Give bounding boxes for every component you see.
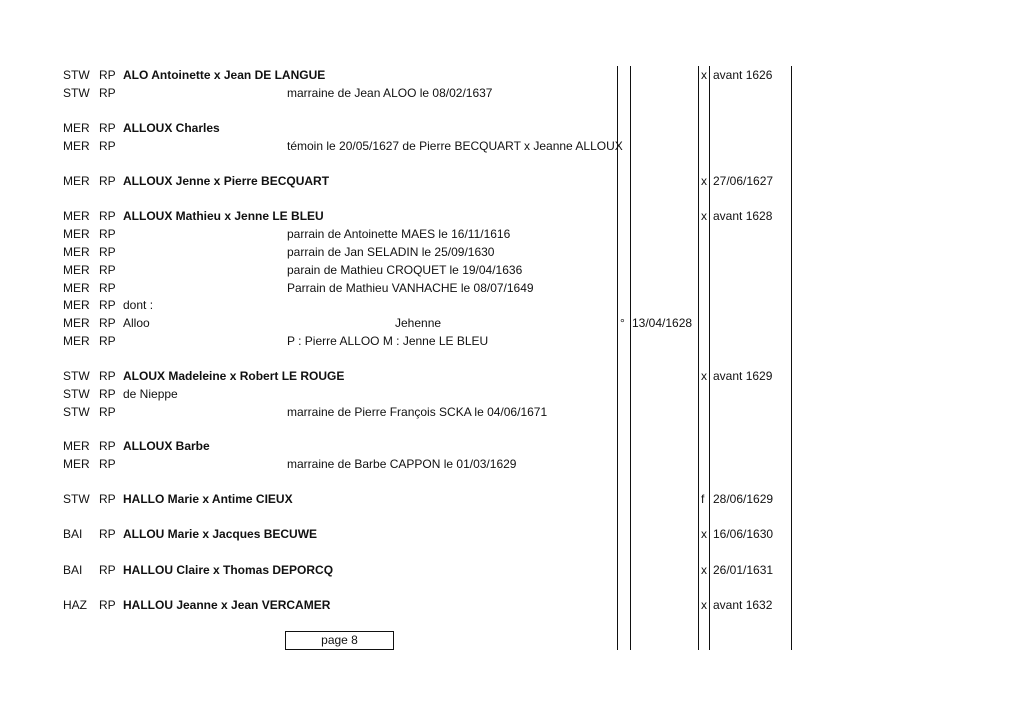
event-detail: marraine de Barbe CAPPON le 01/03/1629 — [287, 457, 517, 471]
event-detail: parrain de Antoinette MAES le 16/11/1616 — [287, 227, 511, 241]
person-name: ALLOUX Jenne x Pierre BECQUART — [123, 174, 330, 188]
table-row — [0, 455, 1024, 473]
parish-code: STW — [63, 86, 90, 100]
event-mark: x — [701, 527, 707, 541]
event-mark: x — [701, 563, 707, 577]
person-name: ALLOUX Mathieu x Jenne LE BLEU — [123, 209, 324, 223]
table-row — [0, 367, 1024, 385]
note-text: de Nieppe — [123, 387, 178, 401]
register-code: RP — [99, 174, 116, 188]
person-name: ALO Antoinette x Jean DE LANGUE — [123, 68, 326, 82]
register-code: RP — [99, 387, 116, 401]
parish-code: BAI — [63, 527, 83, 541]
register-code: RP — [99, 316, 116, 330]
parish-code: MER — [63, 439, 90, 453]
event-date: 26/01/1631 — [713, 563, 774, 577]
child-name: Jehenne — [395, 316, 442, 330]
register-code: RP — [99, 439, 116, 453]
event-date: avant 1628 — [713, 209, 773, 223]
register-code: RP — [99, 598, 116, 612]
table-row — [0, 66, 1024, 84]
note-text: dont : — [123, 298, 154, 312]
table-row — [0, 207, 1024, 225]
parish-code: STW — [63, 492, 90, 506]
event-date: avant 1632 — [713, 598, 773, 612]
parish-code: MER — [63, 316, 90, 330]
parish-code: MER — [63, 281, 90, 295]
note-text: Alloo — [123, 316, 150, 330]
event-mark: x — [701, 68, 707, 82]
table-row — [0, 314, 1024, 332]
table-row — [0, 261, 1024, 279]
register-code: RP — [99, 68, 116, 82]
register-code: RP — [99, 227, 116, 241]
parish-code: STW — [63, 369, 90, 383]
parish-code: MER — [63, 139, 90, 153]
event-mark: x — [701, 369, 707, 383]
parish-code: MER — [63, 121, 90, 135]
page-number: page 8 — [321, 633, 358, 647]
parish-code: MER — [63, 245, 90, 259]
event-mark: x — [701, 174, 707, 188]
register-code: RP — [99, 86, 116, 100]
birth-symbol: ° — [620, 316, 625, 330]
person-name: HALLO Marie x Antime CIEUX — [123, 492, 293, 506]
register-code: RP — [99, 298, 116, 312]
event-detail: marraine de Jean ALOO le 08/02/1637 — [287, 86, 493, 100]
table-row — [0, 403, 1024, 421]
parish-code: MER — [63, 334, 90, 348]
register-code: RP — [99, 263, 116, 277]
event-date: avant 1629 — [713, 369, 773, 383]
table-row — [0, 119, 1024, 137]
parish-code: MER — [63, 174, 90, 188]
register-code: RP — [99, 139, 116, 153]
table-row — [0, 525, 1024, 543]
table-row — [0, 137, 1024, 155]
parish-code: MER — [63, 298, 90, 312]
person-name: ALLOUX Barbe — [123, 439, 210, 453]
register-code: RP — [99, 492, 116, 506]
table-row — [0, 596, 1024, 614]
table-row — [0, 172, 1024, 190]
table-row — [0, 561, 1024, 579]
event-detail: P : Pierre ALLOO M : Jenne LE BLEU — [287, 334, 489, 348]
table-row — [0, 385, 1024, 403]
event-mark: f — [701, 492, 705, 506]
register-code: RP — [99, 281, 116, 295]
table-row — [0, 84, 1024, 102]
event-date: avant 1626 — [713, 68, 773, 82]
parish-code: STW — [63, 68, 90, 82]
event-detail: parain de Mathieu CROQUET le 19/04/1636 — [287, 263, 523, 277]
parish-code: STW — [63, 387, 90, 401]
register-code: RP — [99, 121, 116, 135]
register-code: RP — [99, 563, 116, 577]
person-name: HALLOU Claire x Thomas DEPORCQ — [123, 563, 334, 577]
parish-code: BAI — [63, 563, 83, 577]
table-row — [0, 490, 1024, 508]
register-code: RP — [99, 405, 116, 419]
table-row — [0, 296, 1024, 314]
table-row — [0, 332, 1024, 350]
event-mark: x — [701, 209, 707, 223]
parish-code: MER — [63, 209, 90, 223]
register-code: RP — [99, 527, 116, 541]
event-detail: témoin le 20/05/1627 de Pierre BECQUART x Jeanne ALLOUX — [287, 139, 623, 153]
table-row — [0, 279, 1024, 297]
parish-code: MER — [63, 263, 90, 277]
birth-date: 13/04/1628 — [632, 316, 693, 330]
register-code: RP — [99, 334, 116, 348]
person-name: ALLOUX Charles — [123, 121, 220, 135]
event-date: 28/06/1629 — [713, 492, 774, 506]
register-code: RP — [99, 457, 116, 471]
register-code: RP — [99, 369, 116, 383]
event-date: 16/06/1630 — [713, 527, 774, 541]
register-code: RP — [99, 209, 116, 223]
event-detail: marraine de Pierre François SCKA le 04/06/1671 — [287, 405, 548, 419]
person-name: ALLOU Marie x Jacques BECUWE — [123, 527, 318, 541]
table-row — [0, 225, 1024, 243]
table-row — [0, 437, 1024, 455]
person-name: HALLOU Jeanne x Jean VERCAMER — [123, 598, 331, 612]
parish-code: STW — [63, 405, 90, 419]
parish-code: MER — [63, 457, 90, 471]
page-number-box — [285, 631, 394, 650]
event-detail: Parrain de Mathieu VANHACHE le 08/07/1649 — [287, 281, 534, 295]
register-code: RP — [99, 245, 116, 259]
person-name: ALOUX Madeleine x Robert LE ROUGE — [123, 369, 345, 383]
table-row — [0, 243, 1024, 261]
event-mark: x — [701, 598, 707, 612]
parish-code: HAZ — [63, 598, 87, 612]
event-detail: parrain de Jan SELADIN le 25/09/1630 — [287, 245, 495, 259]
event-date: 27/06/1627 — [713, 174, 774, 188]
parish-code: MER — [63, 227, 90, 241]
